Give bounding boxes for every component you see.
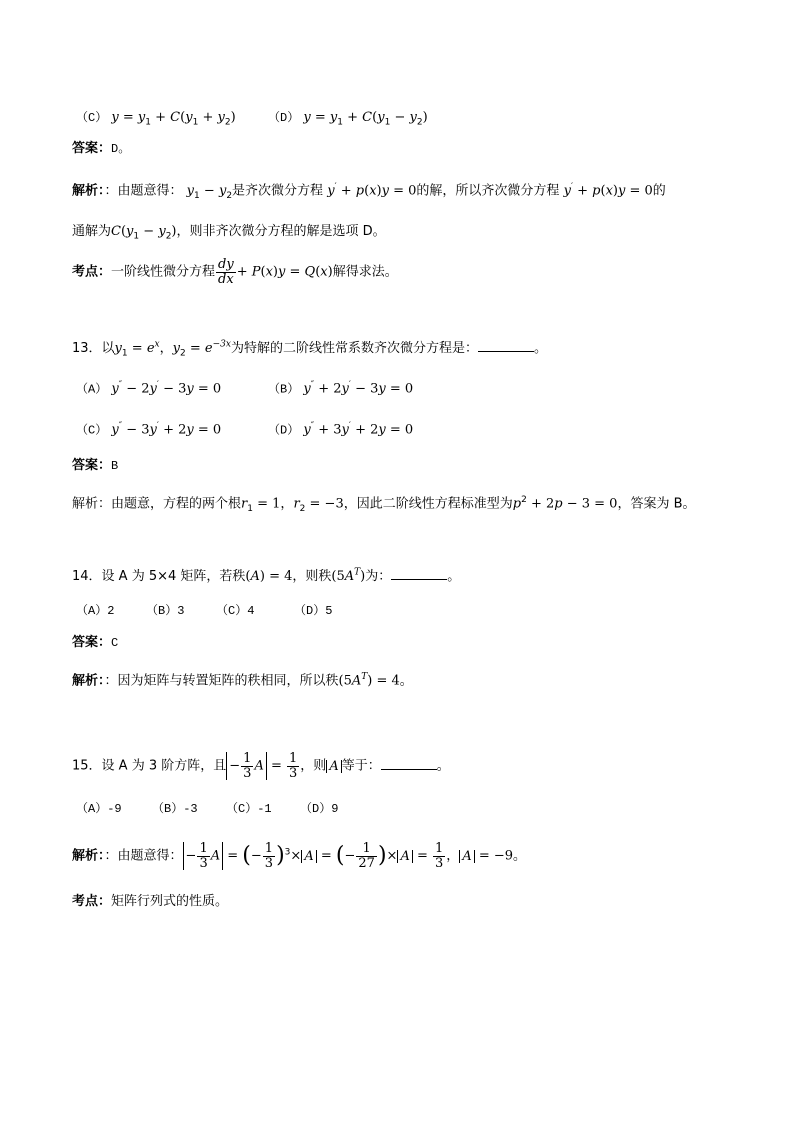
- q13-analysis-text3: ，因此二阶线性方程标准型为: [343, 496, 513, 512]
- q12-analysis-text5: 通解为: [72, 224, 112, 239]
- q13-question: 13．以$y_1 = e^x$，$y_2 = e^{-3x}$为特解的二阶线性常系数齐次微分方程是： 。: [72, 339, 547, 359]
- q14-answer: [72, 636, 118, 649]
- q14-option-c: （C）4: [216, 604, 255, 618]
- q14-answer-blank: [391, 568, 447, 580]
- q13-analysis-text1: 由题意，方程的两个根: [111, 496, 242, 512]
- q15-topic: [72, 895, 228, 908]
- q13-option-c: （C） y″ − 3y′ + 2y = 0: [76, 421, 222, 438]
- q14-option-d: （D）5: [294, 604, 333, 618]
- q13-number: 13．以: [72, 341, 115, 356]
- q15-text1: ，则: [300, 758, 327, 774]
- q14-end: 。: [447, 569, 461, 584]
- q15-analysis: 解析：：由题意得： − $\frac{1}{3}$ A = (− $\frac{1}{3}$ )$^3$× A = (− $\frac{1}{27}$ )× A = $\frac{1}{3}$ ， A = −9。: [72, 841, 527, 871]
- q15-option-b: （B）-3: [152, 802, 198, 816]
- q12-option-c-label: （C）: [76, 111, 108, 125]
- q12-topic-text2: 解得求法。: [332, 264, 398, 280]
- q14-analysis-text2: 。: [399, 673, 413, 689]
- q12-analysis-text2: 是齐次微分方程: [232, 183, 324, 199]
- q13-option-d: （D） y″ + 3y′ + 2y = 0: [268, 421, 414, 438]
- q15-analysis-text1: ：由题意得：: [104, 848, 183, 864]
- q15-topic-text: 矩阵行列式的性质。: [111, 894, 229, 909]
- q12-analysis-label: 解析：: [72, 183, 105, 199]
- q14-number: 14．设 A 为 5×4 矩阵，若秩: [72, 569, 246, 584]
- q15-answer-blank: [381, 758, 437, 770]
- q14-option-b: （B）3: [146, 604, 185, 618]
- q13-text2: 为特解的二阶线性常系数齐次微分方程是：: [230, 341, 478, 356]
- q12-analysis-text4: 的: [652, 183, 666, 199]
- q12-analysis-text1: ：由题意得：: [104, 183, 183, 199]
- q15-topic-label: 考点：: [72, 894, 112, 909]
- q14-analysis-text1: ：因为矩阵与转置矩阵的秩相同，所以秩: [104, 673, 339, 689]
- q13-option-a-label: （A）: [76, 382, 108, 397]
- q15-end: 。: [436, 758, 450, 774]
- q13-option-b: （B） y″ + 2y′ − 3y = 0: [268, 380, 414, 397]
- q14-answer-value: C: [111, 636, 119, 650]
- q15-question: 15．设 A 为 3 阶方阵，且 − $\frac{1}{3}$ A = $\frac{1}{3}$ ，则 A 等于： 。: [72, 751, 450, 781]
- q13-option-a: （A） y″ − 2y′ − 3y = 0: [76, 380, 222, 397]
- q13-answer: [72, 459, 118, 472]
- q12-answer-value: D。: [111, 142, 131, 156]
- q14-option-a: （A）2: [76, 604, 115, 618]
- q13-option-b-label: （B）: [268, 382, 300, 397]
- q15-option-c: （C）-1: [226, 802, 272, 816]
- q13-answer-value: B: [111, 459, 119, 473]
- q15-number: 15．设 A 为 3 阶方阵，且: [72, 758, 227, 774]
- q12-option-d-label: （D）: [268, 111, 300, 125]
- q12-option-d: （D） $y = y_1 + C(y_1 - y_2)$: [268, 110, 428, 128]
- q12-topic: 考点：一阶线性微分方程 $\frac{dy}{dx}$ + P(x)y = Q(x)解得求法。: [72, 257, 398, 287]
- q13-answer-blank: [478, 340, 534, 352]
- q15-option-d: （D）9: [300, 802, 339, 816]
- q14-question: 14．设 A 为 5×4 矩阵，若秩(A) = 4，则秩$(5A^T)$为： 。: [72, 567, 461, 584]
- q14-text1: ，则秩: [292, 569, 332, 584]
- q13-analysis-label: 解析：: [72, 496, 112, 512]
- q14-text2: 为：: [365, 569, 392, 584]
- q12-analysis: 解析：：由题意得： $y_1 - y_2$是齐次微分方程 y′ + p(x)y = 0的解，所以齐次微分方程 y′ + p(x)y = 0的: [72, 182, 666, 201]
- q13-option-d-label: （D）: [268, 423, 300, 438]
- q14-analysis: 解析：：因为矩阵与转置矩阵的秩相同，所以秩$(5A^T) = 4$。: [72, 672, 413, 689]
- q14-answer-label: 答案：: [72, 635, 112, 650]
- q13-text1: ，: [159, 341, 173, 356]
- q12-analysis-text3: 的解，所以齐次微分方程: [416, 183, 560, 199]
- q12-answer: [72, 142, 130, 155]
- q15-analysis-label: 解析：: [72, 848, 105, 864]
- q13-analysis: 解析：由题意，方程的两个根$r_1 = 1$，$r_2 = -3$，因此二阶线性方程标准型为$p^2 + 2p - 3 = 0$，答案为 B。: [72, 495, 696, 514]
- q13-end: 。: [533, 341, 547, 356]
- q13-answer-label: 答案：: [72, 458, 112, 473]
- q13-analysis-text4: ，答案为 B。: [617, 496, 696, 512]
- q12-answer-label: 答案：: [72, 141, 112, 156]
- q13-analysis-text2: ，: [280, 496, 294, 512]
- q12-analysis-text6: ，则非齐次微分方程的解是选项 D。: [176, 224, 386, 239]
- q15-analysis-text3: 。: [513, 848, 527, 864]
- q12-option-c: （C） $y = y_1 + C(y_1 + y_2)$: [76, 110, 236, 128]
- q15-analysis-text2: ，: [446, 848, 460, 864]
- q14-analysis-label: 解析：: [72, 673, 105, 689]
- q12-topic-label: 考点：: [72, 264, 112, 280]
- q15-option-a: （A）-9: [76, 802, 122, 816]
- q13-option-c-label: （C）: [76, 423, 108, 438]
- q12-analysis-cont: 通解为$C(y_1 - y_2)$，则非齐次微分方程的解是选项 D。: [72, 224, 386, 242]
- q15-text2: 等于：: [341, 758, 381, 774]
- q12-topic-text1: 一阶线性微分方程: [111, 264, 216, 280]
